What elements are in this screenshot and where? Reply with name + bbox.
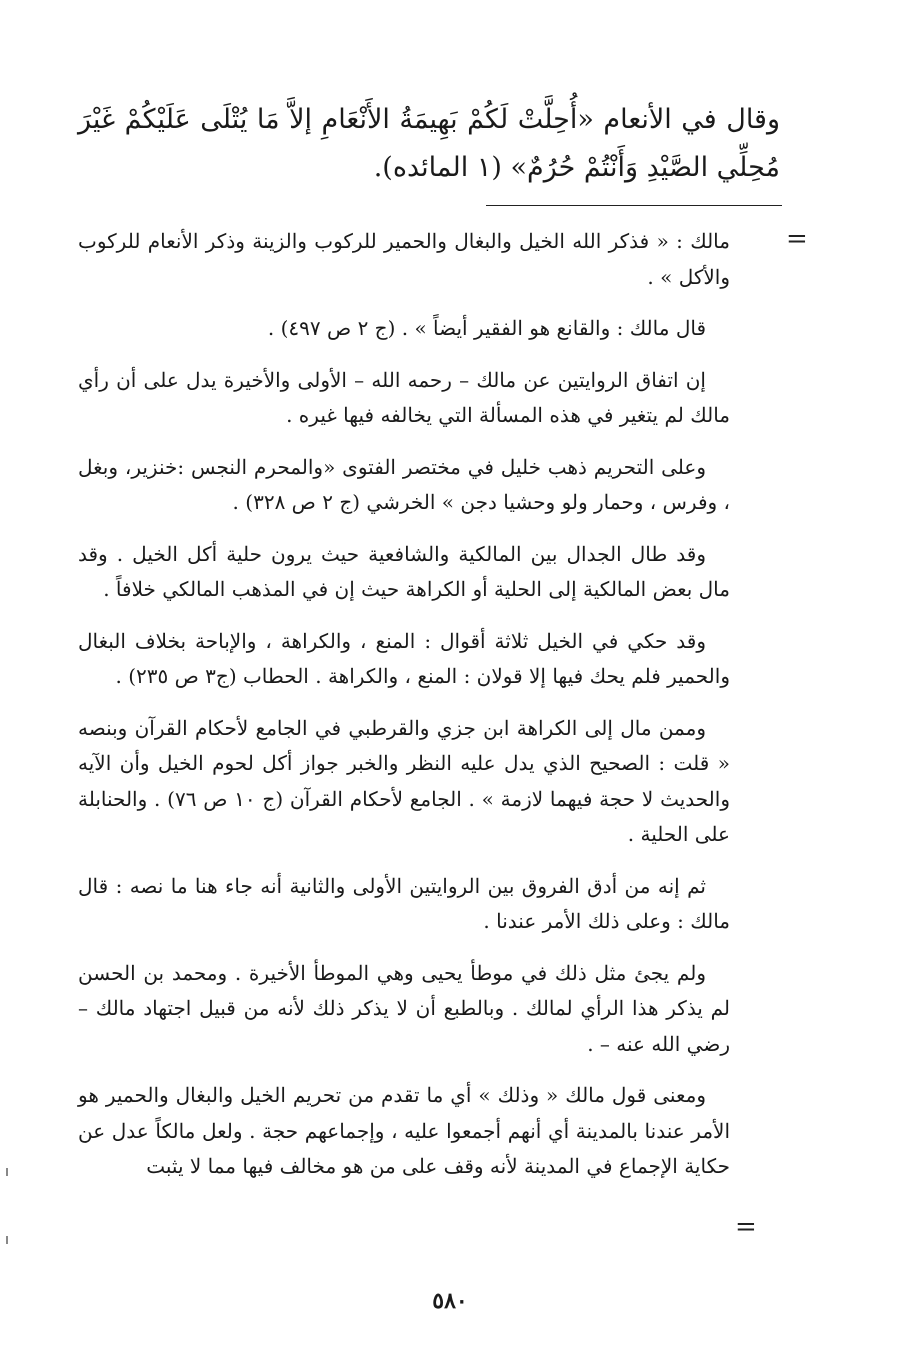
quran-quote-block: وقال في الأنعام «أُحِلَّتْ لَكُمْ بَهِيمَةُ الأَنْعَامِ إلاَّ مَا يُتْلَى عَلَيْكُمْ غَيْرَ مُحِلِّي الصَّيْدِ وَأَنْتُمْ حُرُمٌ» (١ المائده). (78, 104, 780, 183)
paragraph: ولم يجئ مثل ذلك في موطأ يحيى وهي الموطأ الأخيرة . ومحمد بن الحسن لم يذكر هذا الرأي لمالك . وبالطبع أن لا يذكر ذلك لأنه من قبيل اجتهاد مالك – رضي الله عنه – . (78, 960, 730, 1056)
paragraph: وممن مال إلى الكراهة ابن جزي والقرطبي في الجامع لأحكام القرآن وبنصه « قلت : الصحيح الذي يدل عليه النظر والخبر جواز أكل لحوم الخيل وأن الآيه والحديث لا حجة فيهما لازمة » . الجامع لأحكام القرآن (ج ١٠ ص ٧٦) . والحنابلة على الحلية . (78, 715, 730, 846)
footnote-body (78, 224, 730, 1201)
paragraph: إن اتفاق الروايتين عن مالك – رحمه الله – الأولى والأخيرة يدل على أن رأي مالك لم يتغير في هذه المسألة التي يخالفه فيها غيره . (78, 367, 730, 427)
paragraph: قال مالك : والقانع هو الفقير أيضاً » . (ج ٢ ص ٤٩٧) . (267, 316, 706, 340)
continuation-mark-top: = (786, 224, 808, 254)
paragraph: وقد حكي في الخيل ثلاثة أقوال : المنع ، والكراهة ، والإباحة بخلاف البغال والحمير فلم يحك فيها إلا قولان : المنع ، والكراهة . الحطاب (ج٣ ص ٢٣٥) . (78, 628, 730, 688)
margin-speck (6, 1236, 8, 1244)
paragraph: مالك : « فذكر الله الخيل والبغال والحمير للركوب والزينة وذكر الأنعام للركوب والأكل » . (78, 229, 730, 289)
paragraph: ومعنى قول مالك « وذلك » أي ما تقدم من تحريم الخيل والبغال والحمير هو الأمر عندنا بالمدينة أي أنهم أجمعوا عليه ، وإجماعهم حجة . ولعل مالكاً عدل عن حكاية الإجماع في المدينة لأنه وقف على من هو مخالف فيها مما لا يثبت (78, 1083, 730, 1178)
paragraph: وقد طال الجدال بين المالكية والشافعية حيث يرون حلية أكل الخيل . وقد مال بعض المالكية إلى الحلية أو الكراهة حيث إن في المذهب المالكي خلافاً . (78, 541, 730, 601)
margin-speck (6, 1168, 8, 1176)
paragraph: ثم إنه من أدق الفروق بين الروايتين الأولى والثانية أنه جاء هنا ما نصه : قال مالك : وعلى ذلك الأمر عندنا . (78, 873, 730, 933)
footnote-separator-rule (486, 205, 782, 206)
paragraph: وعلى التحريم ذهب خليل في مختصر الفتوى «والمحرم النجس :خنزير، وبغل ، وفرس ، وحمار ولو وحشيا دجن » الخرشي (ج ٢ ص ٣٢٨) . (78, 454, 730, 514)
continuation-mark-bottom: = (735, 1212, 757, 1242)
page-number: ٥٨٠ (432, 1288, 468, 1314)
